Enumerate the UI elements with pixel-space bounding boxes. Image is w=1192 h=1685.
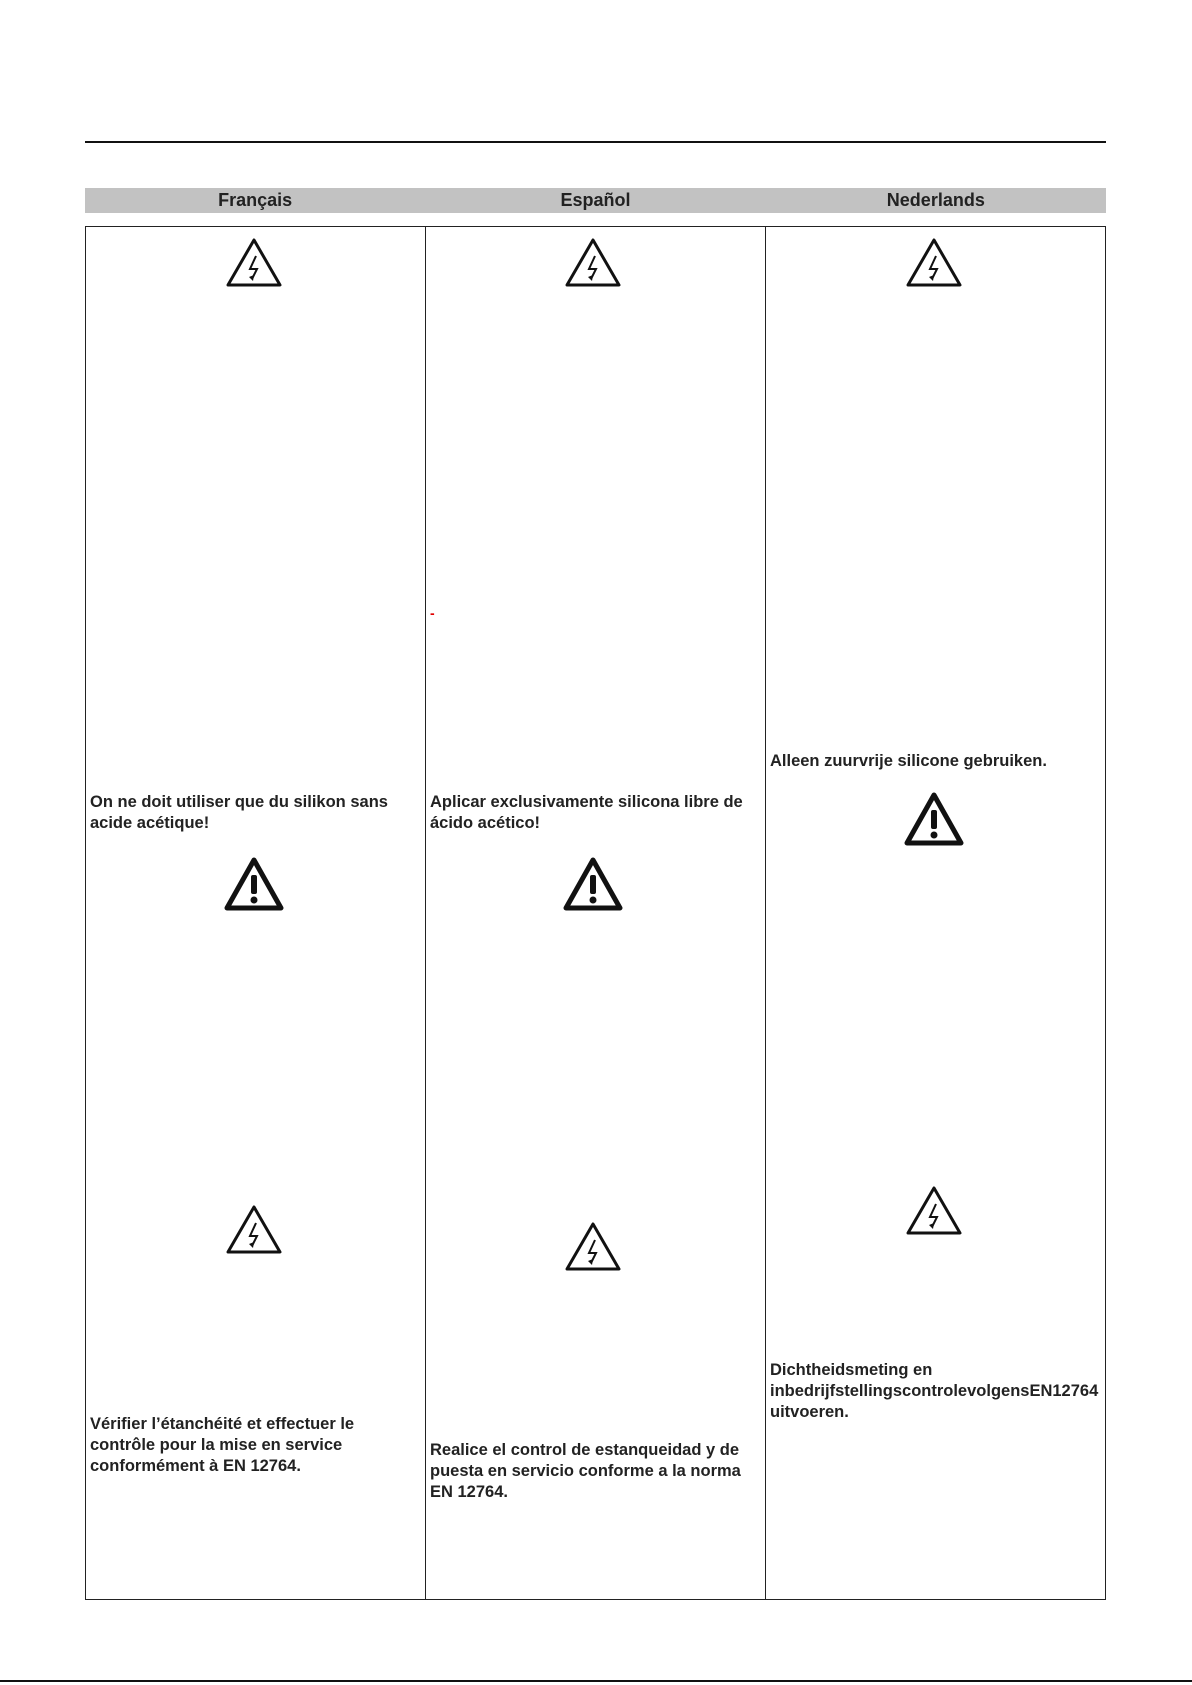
electric-hazard-icon — [225, 1204, 283, 1255]
electric-hazard-icon — [225, 237, 283, 288]
electric-hazard-icon — [905, 237, 963, 288]
header-french: Français — [218, 190, 293, 210]
language-header-bar — [85, 188, 1106, 213]
electric-hazard-icon — [564, 237, 622, 288]
general-warning-icon — [224, 857, 284, 912]
silicone-note: On ne doit utiliser que du silikon sans acide acétique! — [90, 793, 388, 832]
column-french — [86, 227, 425, 1599]
column-dutch — [765, 227, 1105, 1599]
bottom-rule — [0, 1680, 1192, 1682]
electric-hazard-icon — [905, 1185, 963, 1236]
instruction-table — [85, 226, 1106, 1600]
top-rule — [85, 141, 1106, 143]
test-note: Dichtheidsmeting en inbedrijfstellingscontrolevolgensEN12764 uitvoeren. — [770, 1361, 1099, 1421]
silicone-note: Alleen zuurvrije silicone gebruiken. — [770, 752, 1047, 770]
general-warning-icon — [904, 792, 964, 847]
silicone-note: Aplicar exclusivamente silicona libre de ácido acético! — [430, 793, 743, 832]
test-note: Vérifier l’étanchéité et effectuer le contrôle pour la mise en service conformément à EN 12764. — [90, 1415, 355, 1475]
test-note: Realice el control de estanqueidad y de puesta en servicio conforme a la norma EN 12764. — [430, 1441, 741, 1501]
header-spanish: Español — [560, 190, 631, 210]
red-mark: - — [430, 605, 435, 621]
header-dutch: Nederlands — [886, 190, 985, 210]
column-spanish — [425, 227, 765, 1599]
general-warning-icon — [563, 857, 623, 912]
electric-hazard-icon — [564, 1221, 622, 1272]
